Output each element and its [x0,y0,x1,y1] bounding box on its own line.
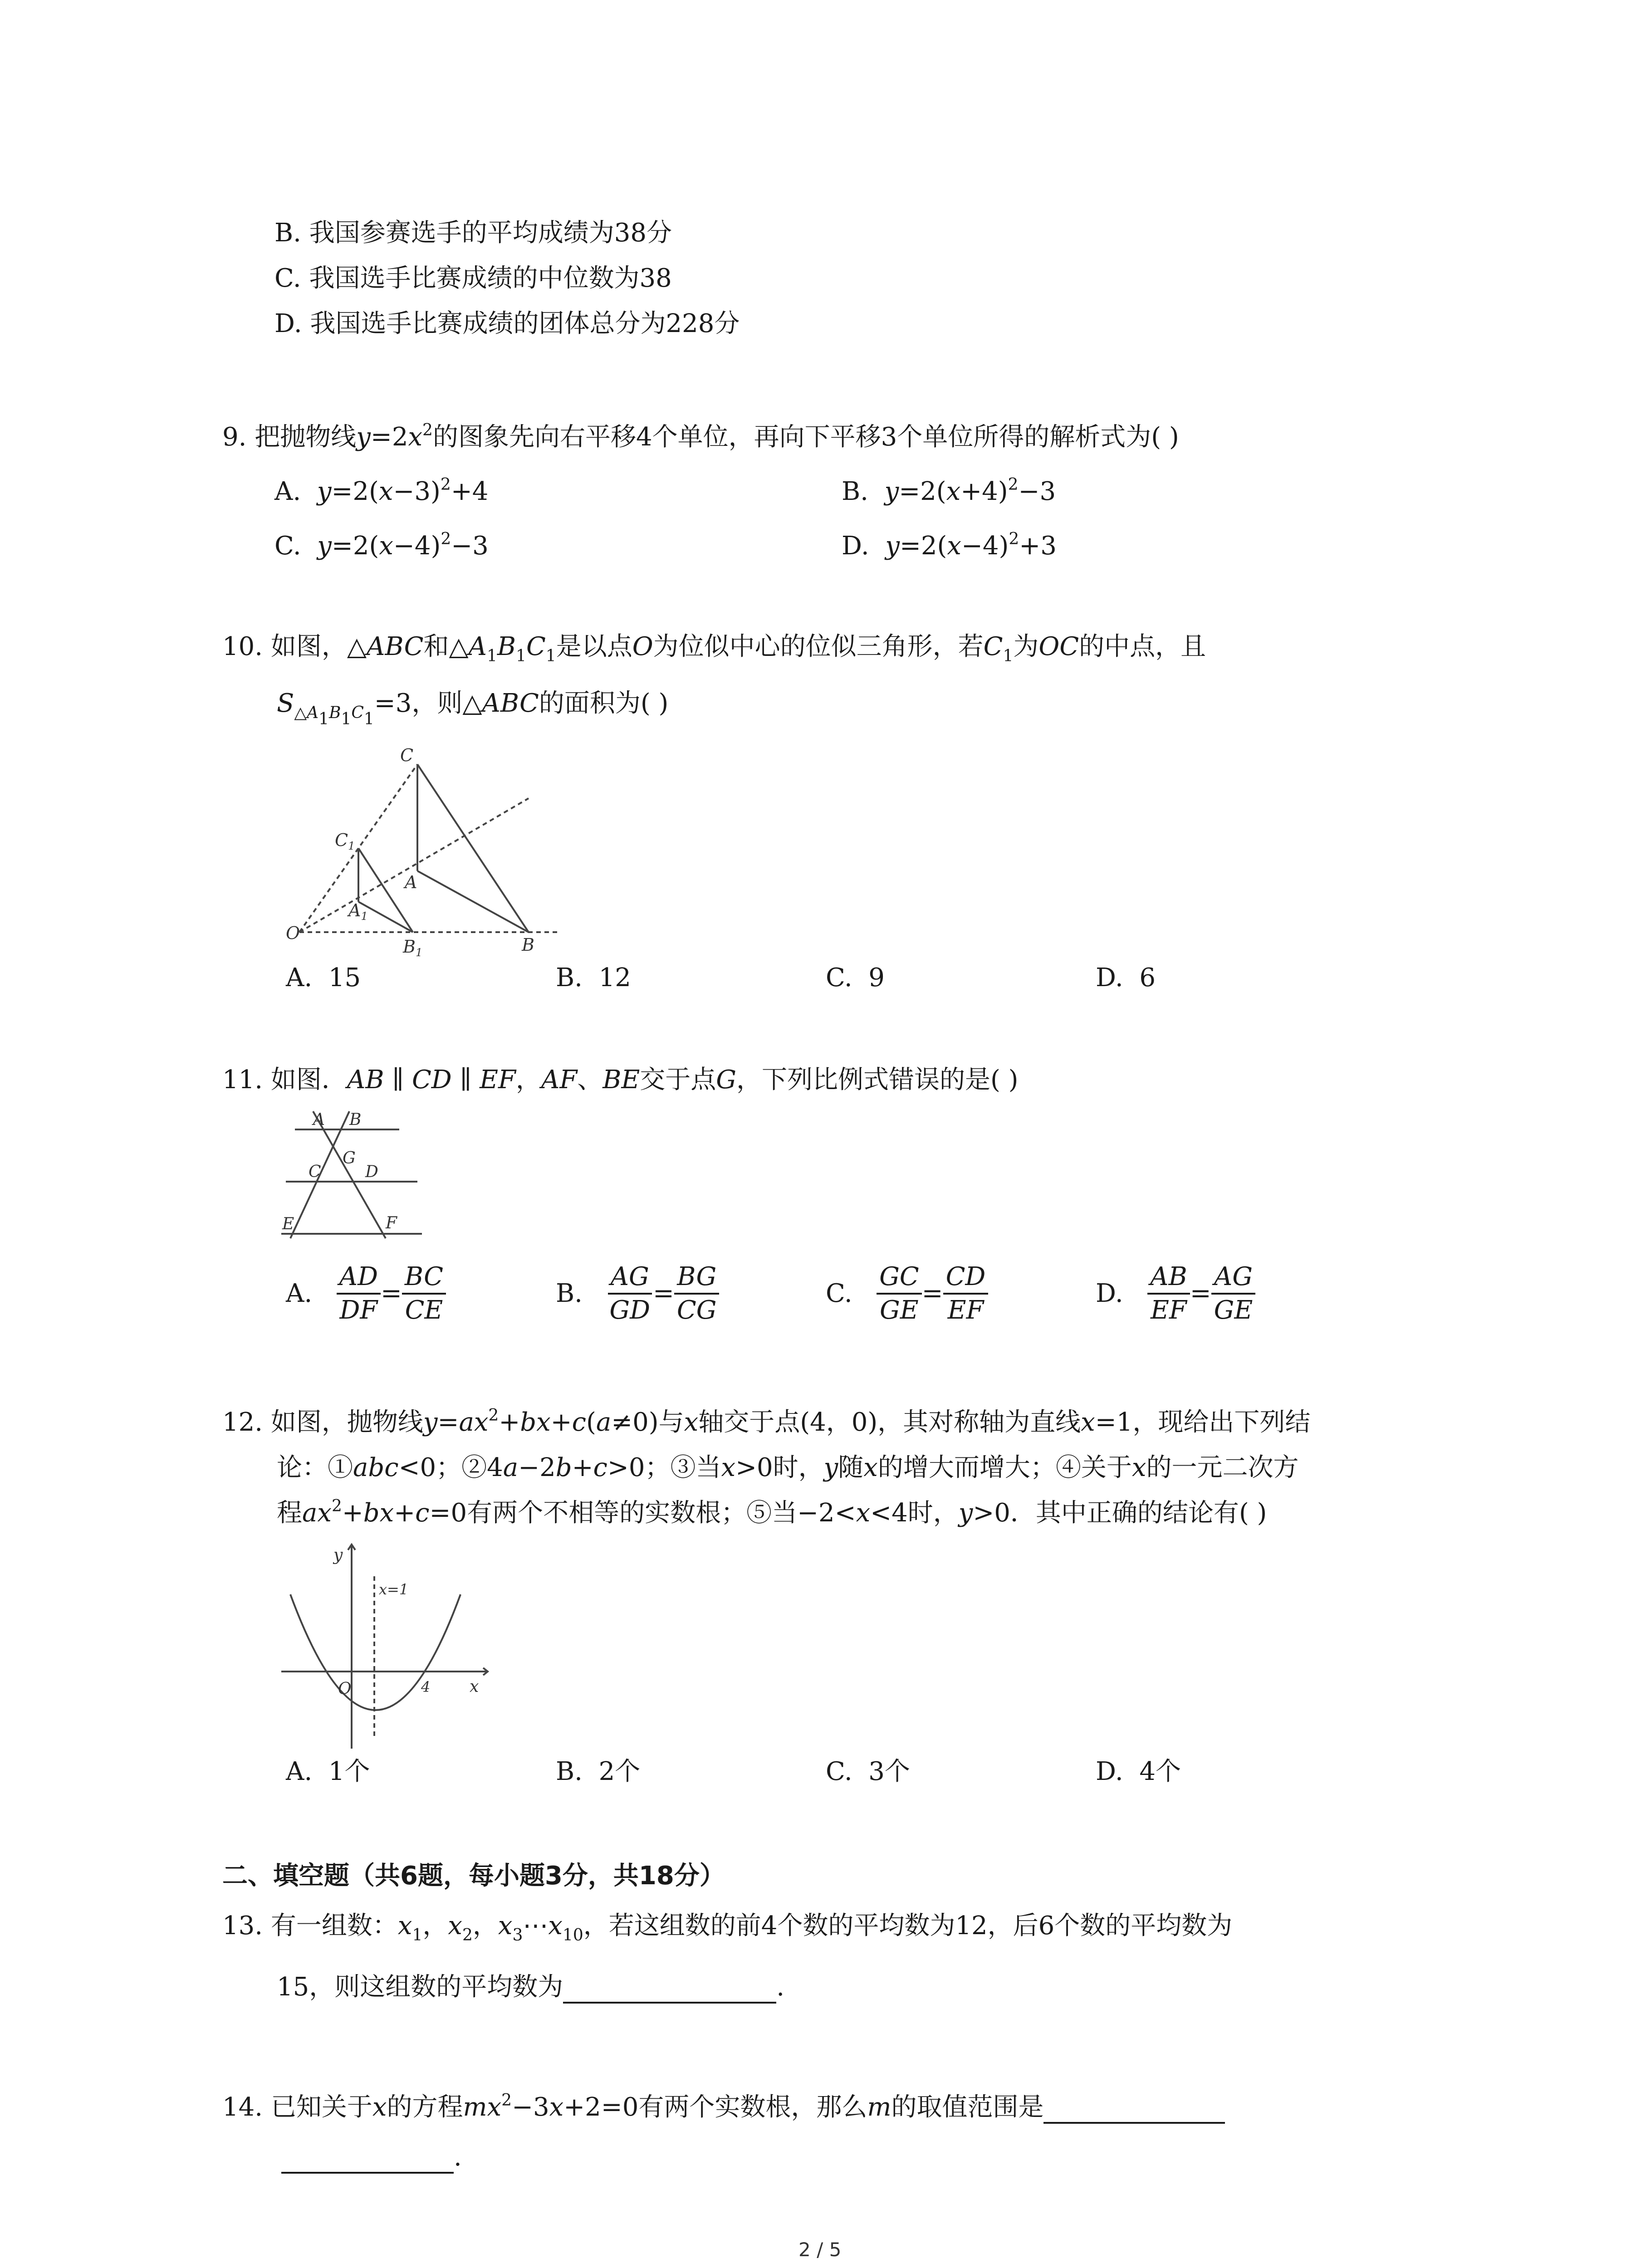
q10-label-a: A [405,872,417,892]
q10-option-b: B. 12 [556,963,631,992]
q11-label-c: C [309,1163,321,1181]
q10-label-c: C [400,745,414,765]
q11-label-e: E [282,1215,294,1233]
q11-label-f: F [386,1214,397,1232]
q11-label-g: G [343,1149,356,1168]
q11-label-a: A [313,1110,325,1129]
q11-option-c: C. $\frac{GC}{GE}$ = $\frac{CD}{EF}$ [826,1261,988,1326]
page-number: 2 / 5 [798,2239,842,2261]
section-2-title: 二、填空题（共6题，每小题3分，共18分） [222,1861,725,1891]
q12-label-y: y [333,1546,343,1564]
q10-label-b: B [522,935,534,955]
q12-label-o: O [338,1680,352,1698]
q10-figure [281,744,563,962]
q10-label-a1: $A_1$ [348,900,368,923]
q11-option-b: B. $\frac{AG}{GD}$ = $\frac{BG}{CG}$ [556,1261,720,1326]
q12-stem-line2: 论：①abc<0；②4a−2b+c>0；③当x>0时，y随x的增大而增大；④关于x的一元二次方 [277,1453,1299,1482]
q14-stem-line1: 14. 已知关于x的方程$mx^2-3x+2=0$有两个实数根，那么m的取值范围是 [222,2091,1225,2124]
q12-option-c: C. 3个 [826,1757,910,1786]
q12-label-axis: x=1 [379,1581,409,1598]
q9-option-b: B. $y=2(x+4)^2-3$ [842,475,1056,506]
q9-stem-a: 把抛物线 [255,422,357,452]
q9-option-a: A. $y=2(x-3)^2+4$ [274,475,489,506]
q13-answer-blank[interactable] [563,1975,776,2004]
q12-option-a: A. 1个 [286,1757,370,1786]
q14-answer-blank-2[interactable] [281,2145,454,2174]
q11-figure [277,1107,426,1243]
q9-stem: 9. 把抛物线$y=2x^2$的图象先向右平移4个单位，再向下平移3个单位所得的解析式为( ) [222,421,1179,452]
q8-option-d: D. 我国选手比赛成绩的团体总分为228分 [274,309,740,338]
q11-label-d: D [365,1163,378,1181]
q9-stem-b: 的图象先向右平移4个单位，再向下平移3个单位所得的解析式为( ) [432,422,1179,452]
q10-option-d: D. 6 [1096,963,1156,992]
q12-label-four: 4 [421,1678,431,1696]
q10-stem-line1: 10. 如图，△ABC和$\triangle A_1B_1C_1$是以点O为位似中心的位似三角形，若$C_1$为OC的中点，且 [222,632,1206,665]
q14-answer-blank-1[interactable] [1043,2095,1225,2124]
q11-label-b: B [349,1110,362,1129]
q12-label-x: x [470,1677,479,1696]
q12-option-b: B. 2个 [556,1757,641,1786]
q12-stem-line3: 程$ax^2+bx+c=0$有两个不相等的实数根；⑤当−2<x<4时，y>0．其中正确的结论有( ) [277,1497,1267,1528]
q14-stem-line2: . [281,2141,462,2174]
q10-label-c1: $C_1$ [335,830,355,852]
q11-option-d: D. $\frac{AB}{EF}$ = $\frac{AG}{GE}$ [1096,1261,1255,1326]
q10-label-b1: $B_1$ [403,937,423,959]
q9-option-d: D. $y=2(x-4)^2+3$ [842,530,1057,561]
q12-figure [277,1540,495,1753]
q8-option-c: C. 我国选手比赛成绩的中位数为38 [274,264,672,293]
q9-number: 9. [222,422,247,452]
q12-option-d: D. 4个 [1096,1757,1181,1786]
q9-option-c: C. $y=2(x-4)^2-3$ [274,530,489,561]
q8-option-b: B. 我国参赛选手的平均成绩为38分 [274,218,672,248]
q10-option-a: A. 15 [286,963,361,992]
q11-stem: 11. 如图．AB ∥ CD ∥ EF，AF、BE交于点G，下列比例式错误的是( ) [222,1065,1019,1095]
q13-stem-line2: 15，则这组数的平均数为 . [277,1971,784,2004]
q10-stem-line2: $S_{\triangle A_1B_1C_1}=3$，则△ABC的面积为( ) [277,689,669,728]
q11-option-a: A. $\frac{AD}{DF}$ = $\frac{BC}{CE}$ [286,1261,446,1326]
q10-label-o: O [286,923,300,943]
q12-stem-line1: 12. 如图，抛物线$y=ax^2+bx+c(a\ne 0)$与x轴交于点(4，0)，其对称轴为直线x=1，现给出下列结 [222,1406,1311,1437]
q13-stem-line1: 13. 有一组数：$x_1$，$x_2$，$x_3\cdots x_{10}$，若这组数的前4个数的平均数为12，后6个数的平均数为 [222,1911,1233,1945]
q10-option-c: C. 9 [826,963,885,992]
